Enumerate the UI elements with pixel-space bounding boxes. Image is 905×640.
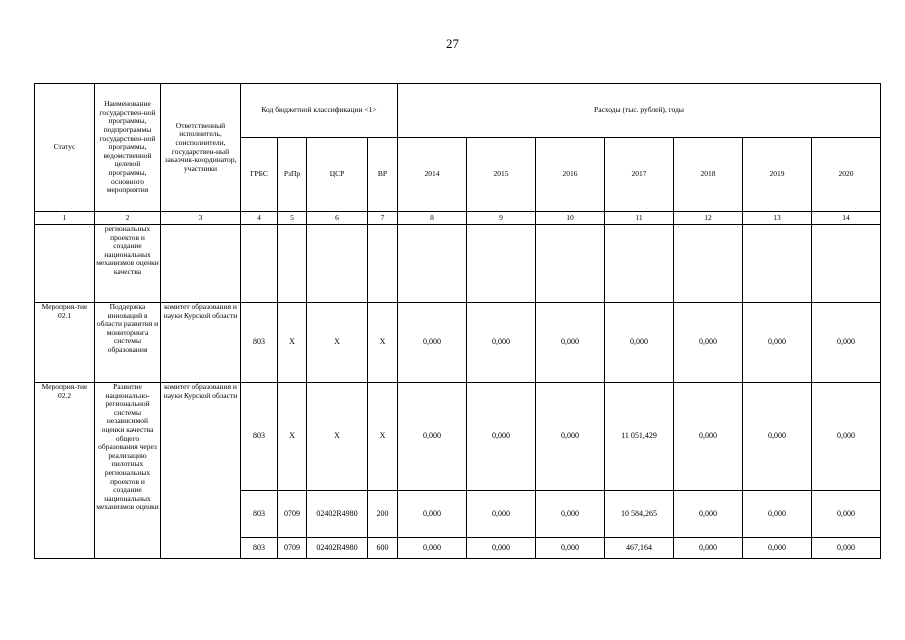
continuation-row xyxy=(35,225,881,303)
responsible-cell: комитет образования и науки Курской области xyxy=(161,303,241,383)
value-2019: 0,000 xyxy=(743,383,812,491)
value-2018: 0,000 xyxy=(674,303,743,383)
header-year-2015: 2015 xyxy=(467,138,536,212)
header-year-2018: 2018 xyxy=(674,138,743,212)
column-number: 5 xyxy=(278,212,307,225)
column-number: 2 xyxy=(95,212,161,225)
header-csr: ЦСР xyxy=(307,138,368,212)
header-year-2017: 2017 xyxy=(605,138,674,212)
empty-cell xyxy=(674,225,743,303)
empty-cell xyxy=(241,225,278,303)
column-number: 12 xyxy=(674,212,743,225)
value-2014: 0,000 xyxy=(398,538,467,559)
column-number: 13 xyxy=(743,212,812,225)
vr-cell: Х xyxy=(368,383,398,491)
grbs-cell: 803 xyxy=(241,303,278,383)
name-cell: Развитие национально-региональной системы независимой оценки качества общего образования через реализацию пилотных региональных проектов и создание национальных механизмов оценки xyxy=(95,383,161,559)
header-responsible: Ответственный исполнитель, соисполнители, государствен-ный заказчик-координатор, участники xyxy=(161,84,241,212)
value-2020: 0,000 xyxy=(812,383,881,491)
status-cell: Мероприя-тие 02.2 xyxy=(35,383,95,559)
empty-cell xyxy=(743,225,812,303)
row-02-2-line-1 xyxy=(35,383,881,491)
column-number: 14 xyxy=(812,212,881,225)
column-number: 6 xyxy=(307,212,368,225)
value-2019: 0,000 xyxy=(743,303,812,383)
budget-table xyxy=(34,83,881,559)
empty-cell xyxy=(398,225,467,303)
header-row-1 xyxy=(35,84,881,138)
header-name: Наименование государствен-ной программы, подпрограммы государствен-ной программы, ведомственной целевой программы, основного мероприятия xyxy=(95,84,161,212)
empty-cell xyxy=(307,225,368,303)
responsible-cell: комитет образования и науки Курской области xyxy=(161,383,241,559)
column-number: 8 xyxy=(398,212,467,225)
name-cell: Поддержка инноваций в области развития и мониторинга системы образования xyxy=(95,303,161,383)
empty-cell xyxy=(368,225,398,303)
csr-cell: Х xyxy=(307,303,368,383)
header-year-2019: 2019 xyxy=(743,138,812,212)
value-2016: 0,000 xyxy=(536,383,605,491)
header-budget-code: Код бюджетной классификации <1> xyxy=(241,84,398,138)
value-2014: 0,000 xyxy=(398,491,467,538)
header-year-2014: 2014 xyxy=(398,138,467,212)
value-2017: 10 584,265 xyxy=(605,491,674,538)
value-2017: 467,164 xyxy=(605,538,674,559)
status-cell: Мероприя-тие 02.1 xyxy=(35,303,95,383)
value-2014: 0,000 xyxy=(398,303,467,383)
value-2018: 0,000 xyxy=(674,491,743,538)
value-2015: 0,000 xyxy=(467,383,536,491)
value-2020: 0,000 xyxy=(812,303,881,383)
value-2016: 0,000 xyxy=(536,538,605,559)
header-year-2020: 2020 xyxy=(812,138,881,212)
csr-cell: Х xyxy=(307,383,368,491)
row-02-1 xyxy=(35,303,881,383)
header-grbs: ГРБС xyxy=(241,138,278,212)
rzpr-cell: 0709 xyxy=(278,538,307,559)
value-2014: 0,000 xyxy=(398,383,467,491)
header-status: Статус xyxy=(35,84,95,212)
continuation-name: региональных проектов и создание национальных механизмов оценки качества xyxy=(95,225,161,303)
vr-cell: Х xyxy=(368,303,398,383)
header-rzpr: РзПр xyxy=(278,138,307,212)
value-2016: 0,000 xyxy=(536,491,605,538)
value-2019: 0,000 xyxy=(743,491,812,538)
page-number: 27 xyxy=(446,36,459,51)
column-number: 10 xyxy=(536,212,605,225)
value-2019: 0,000 xyxy=(743,538,812,559)
csr-cell: 02402R4980 xyxy=(307,538,368,559)
column-number: 3 xyxy=(161,212,241,225)
rzpr-cell: Х xyxy=(278,303,307,383)
value-2018: 0,000 xyxy=(674,538,743,559)
header-year-2016: 2016 xyxy=(536,138,605,212)
empty-cell xyxy=(812,225,881,303)
value-2020: 0,000 xyxy=(812,538,881,559)
grbs-cell: 803 xyxy=(241,491,278,538)
continuation-status-cell xyxy=(35,225,95,303)
value-2015: 0,000 xyxy=(467,538,536,559)
column-number: 4 xyxy=(241,212,278,225)
empty-cell xyxy=(161,225,241,303)
empty-cell xyxy=(605,225,674,303)
grbs-cell: 803 xyxy=(241,538,278,559)
value-2020: 0,000 xyxy=(812,491,881,538)
column-number: 1 xyxy=(35,212,95,225)
value-2016: 0,000 xyxy=(536,303,605,383)
column-number: 9 xyxy=(467,212,536,225)
value-2018: 0,000 xyxy=(674,383,743,491)
grbs-cell: 803 xyxy=(241,383,278,491)
column-number-row xyxy=(35,212,881,225)
empty-cell xyxy=(467,225,536,303)
empty-cell xyxy=(536,225,605,303)
value-2015: 0,000 xyxy=(467,303,536,383)
column-number: 11 xyxy=(605,212,674,225)
rzpr-cell: 0709 xyxy=(278,491,307,538)
rzpr-cell: Х xyxy=(278,383,307,491)
value-2017: 0,000 xyxy=(605,303,674,383)
header-expenses: Расходы (тыс. рублей), годы xyxy=(398,84,881,138)
csr-cell: 02402R4980 xyxy=(307,491,368,538)
vr-cell: 600 xyxy=(368,538,398,559)
vr-cell: 200 xyxy=(368,491,398,538)
empty-cell xyxy=(278,225,307,303)
value-2017: 11 051,429 xyxy=(605,383,674,491)
column-number: 7 xyxy=(368,212,398,225)
header-vr: ВР xyxy=(368,138,398,212)
value-2015: 0,000 xyxy=(467,491,536,538)
